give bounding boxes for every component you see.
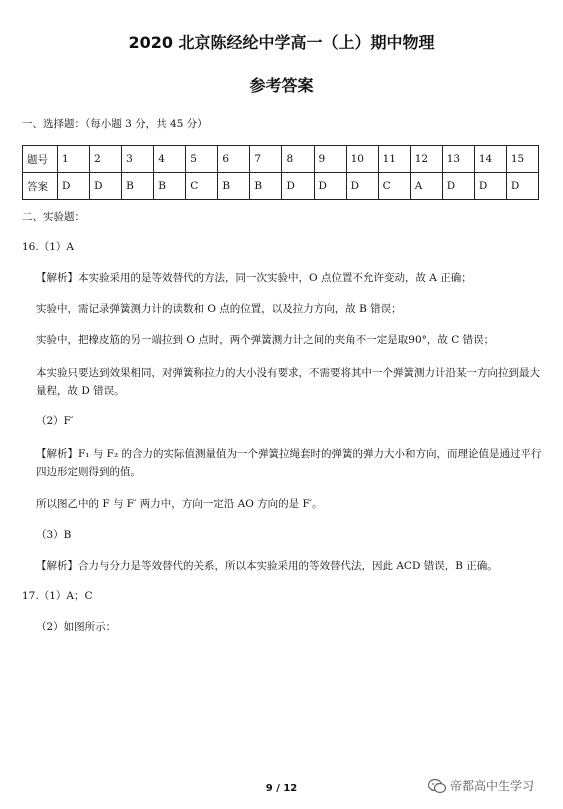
table-cell: B [218,173,250,200]
page-number: 9 / 12 [265,783,298,794]
q16-2-explanation-a: 【解析】F₁ 与 F₂ 的合力的实际值测量值为一个弹簧拉绳套时的弹簧的弹力大小和方向，而理论值是通过平行四边形定则得到的值。 [36,448,542,478]
table-cell: 9 [314,146,346,173]
table-cell: 7 [250,146,282,173]
table-cell: D [58,173,90,200]
page-subtitle: 参考答案 [249,76,314,95]
table-cell: D [474,173,506,200]
q16-2-answer: （2）F′ [36,415,74,427]
table-cell: 1 [58,146,90,173]
watermark-text: 帝都高中生学习 [450,779,535,793]
table-cell: 13 [442,146,474,173]
table-row-answers [23,173,539,200]
q16-1-explanation-d: 本实验只要达到效果相同，对弹簧称拉力的大小没有要求，不需要将其中一个弹簧测力计沿某一方向拉到最大量程，故 D 错误。 [36,367,540,397]
table-cell: 6 [218,146,250,173]
q16-1-explanation-c: 实验中，把橡皮筋的另一端拉到 O 点时，两个弹簧测力计之间的夹角不一定是取90°，故 C 错误； [36,334,495,346]
table-row-label: 题号 [23,146,58,173]
table-cell: D [90,173,122,200]
table-cell: D [506,173,538,200]
table-cell: 3 [122,146,154,173]
table-cell: 11 [378,146,410,173]
table-cell: D [282,173,314,200]
q17-2-answer: （2）如图所示： [36,621,117,633]
q16-1-answer: 16.（1）A [22,241,74,253]
table-cell: B [250,173,282,200]
watermark [428,777,534,794]
table-cell: B [154,173,186,200]
table-cell: C [186,173,218,200]
table-cell: D [314,173,346,200]
table-cell: 8 [282,146,314,173]
q16-3-answer: （3）B [36,529,72,541]
table-cell: 14 [474,146,506,173]
page-title: 2020 北京陈经纶中学高一（上）期中物理 [128,33,435,52]
table-cell: B [122,173,154,200]
q16-1-explanation-a: 【解析】本实验采用的是等效替代的方法，同一次实验中，O 点位置不允许变动，故 A 正确； [36,272,472,284]
table-row-numbers [23,146,539,173]
table-cell: 4 [154,146,186,173]
q16-1-explanation-b: 实验中，需记录弹簧测力计的读数和 O 点的位置，以及拉力方向，故 B 错误； [36,303,402,315]
wechat-icon [428,778,446,794]
q16-2-explanation-b: 所以图乙中的 F 与 F′ 两力中，方向一定沿 AO 方向的是 F′。 [36,498,323,510]
section-choice-heading: 一、选择题：（每小题 3 分，共 45 分） [22,118,208,130]
table-row-label: 答案 [23,173,58,200]
table-cell: 5 [186,146,218,173]
q17-1-answer: 17.（1）A；C [22,590,93,602]
q16-3-explanation: 【解析】合力与分力是等效替代的关系，所以本实验采用的等效替代法，因此 ACD 错误，B 正确。 [36,560,498,572]
table-cell: A [410,173,442,200]
table-cell: C [378,173,410,200]
table-cell: 15 [506,146,538,173]
answer-table [22,145,539,200]
section-experiment-heading: 二、实验题： [22,211,85,223]
table-cell: D [442,173,474,200]
table-cell: 12 [410,146,442,173]
table-cell: D [346,173,378,200]
table-cell: 2 [90,146,122,173]
table-cell: 10 [346,146,378,173]
